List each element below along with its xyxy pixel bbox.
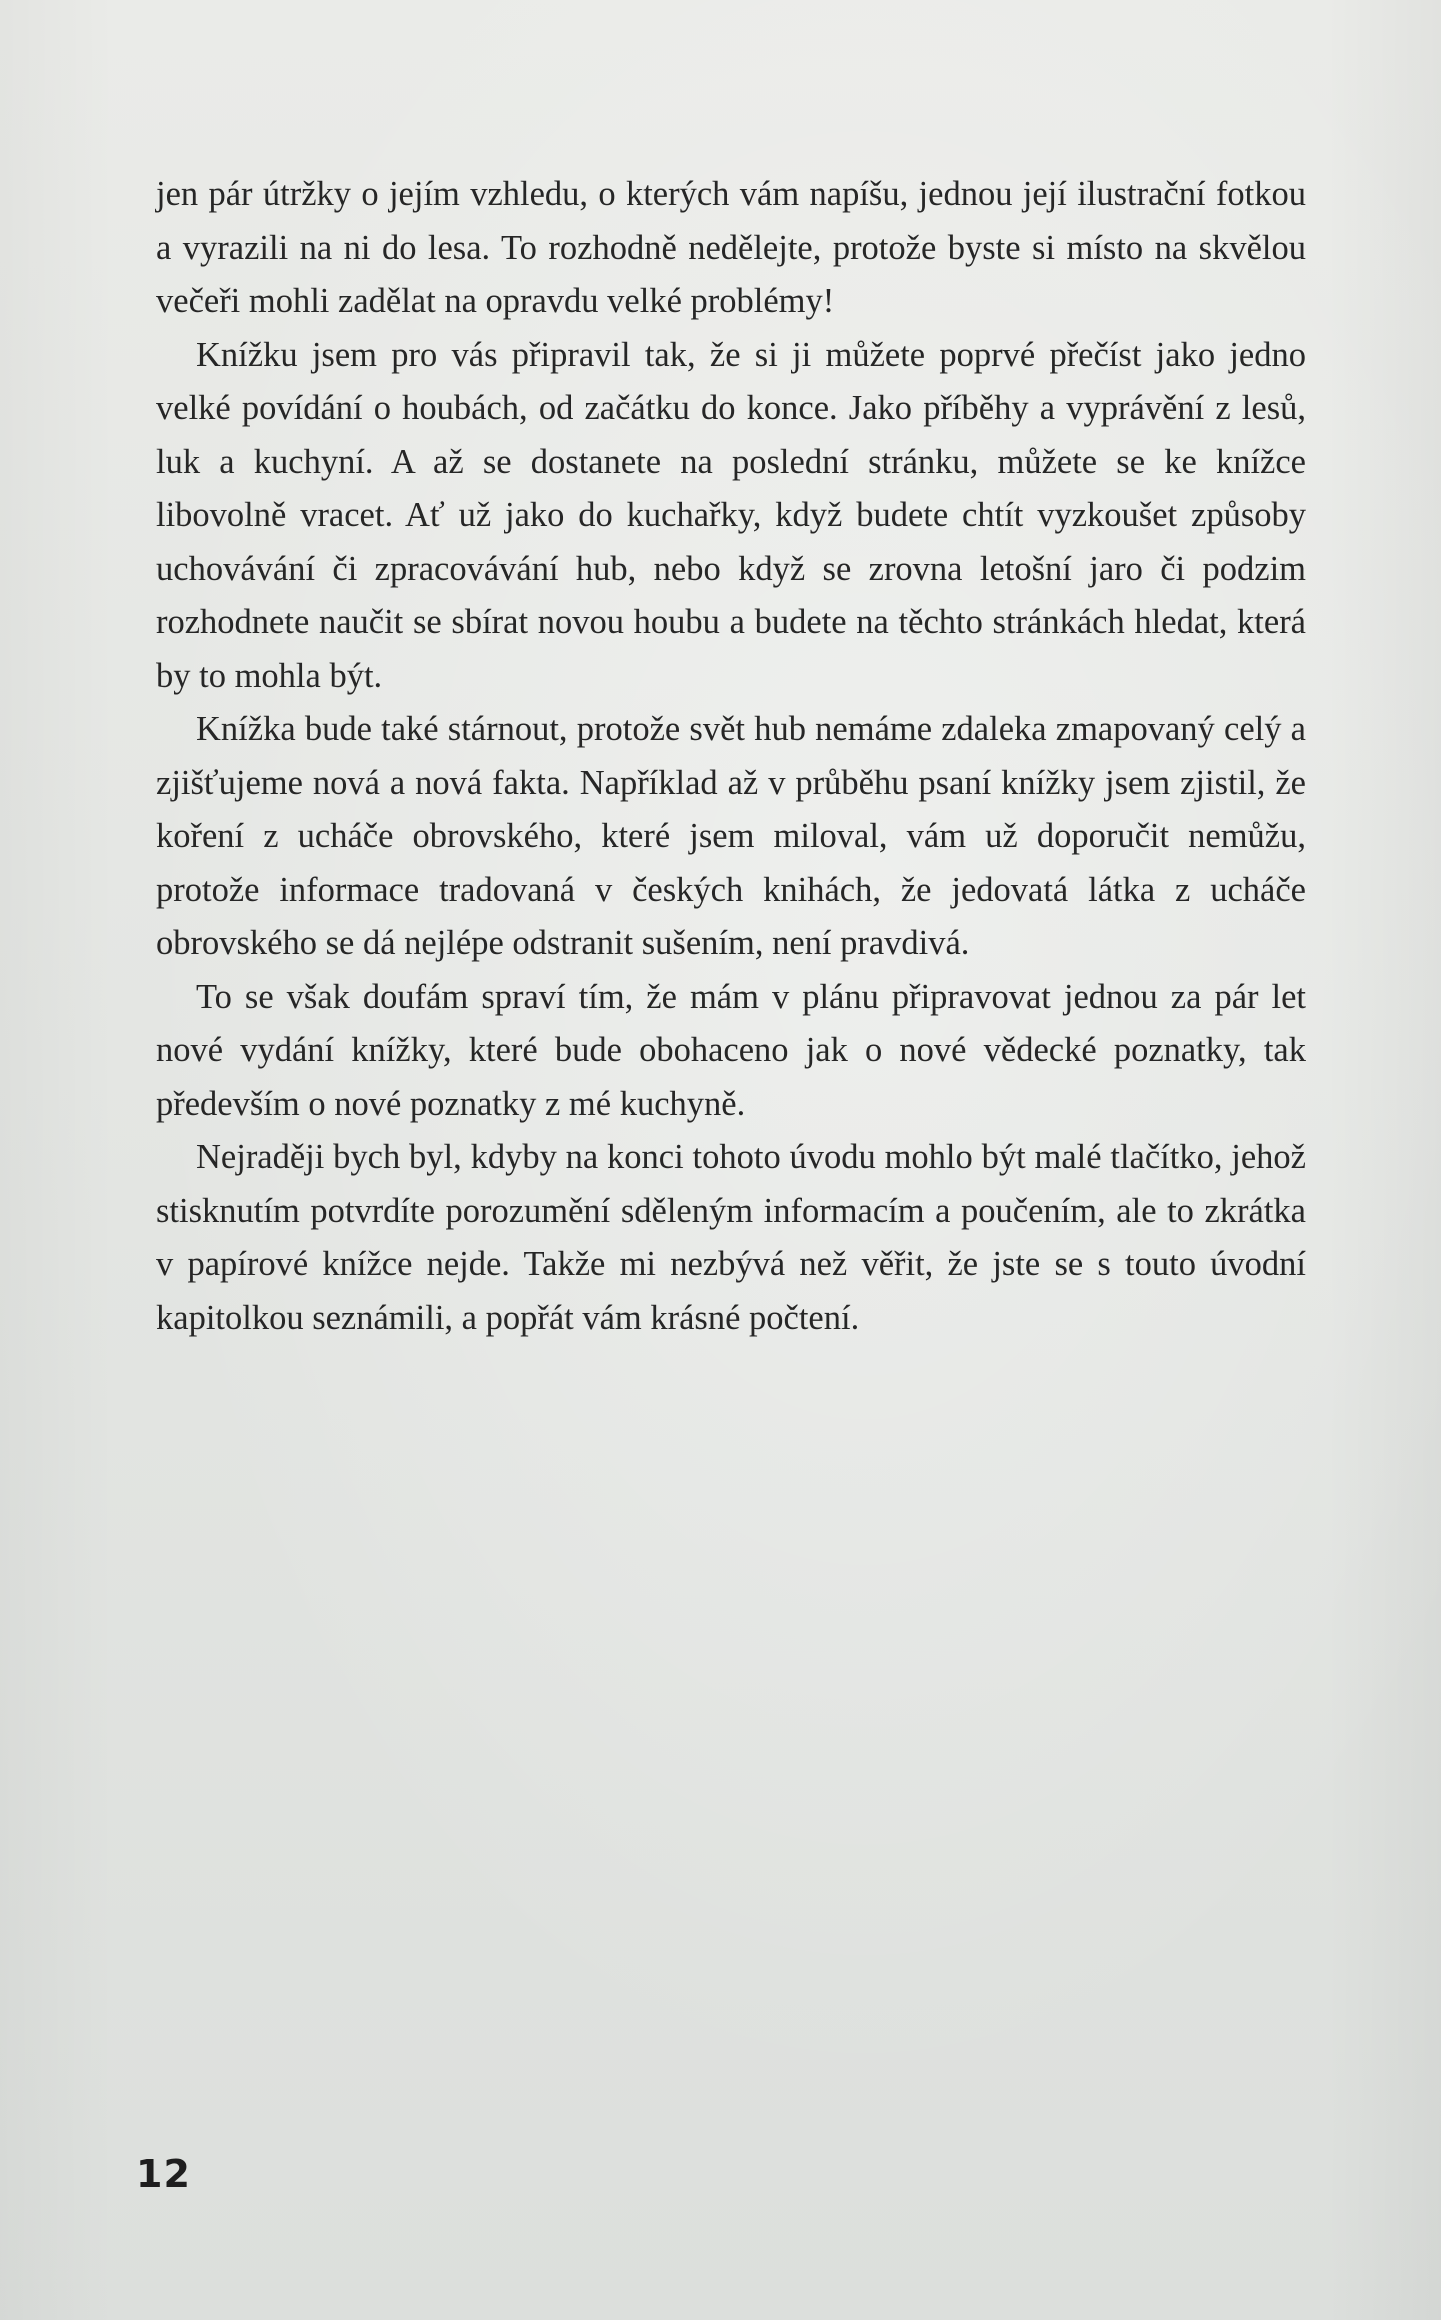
paragraph-3: Knížka bude také stárnout, protože svět hub nemáme zdaleka zmapovaný celý a zjišťujeme nová a nová fakta. Například až v průběhu psaní knížky jsem zjistil, že koření z ucháče obrovského, které jsem miloval, vám už doporučit nemůžu, protože informace tradovaná v českých knihách, že jedovatá látka z ucháče obrovského se dá nejlépe odstranit sušením, není pravdivá.: [156, 710, 1306, 962]
paragraph-1: jen pár útržky o jejím vzhledu, o kterých vám napíšu, jednou její ilustrační fotkou a vyrazili na ni do lesa. To rozhodně nedělejte, protože byste si místo na skvělou večeři mohli zadělat na opravdu velké problémy!: [156, 175, 1306, 320]
body-text: [156, 168, 1306, 1345]
paragraph-4: To se však doufám spraví tím, že mám v plánu připravovat jednou za pár let nové vydání knížky, které bude obohaceno jak o nové vědecké poznatky, tak především o nové poznatky z mé kuchyně.: [156, 977, 1306, 1123]
page-number: 12: [136, 2152, 191, 2196]
paragraph-5: Nejraději bych byl, kdyby na konci tohoto úvodu mohlo být malé tlačítko, jehož stisknutím potvrdíte porozumění sděleným informacím a poučením, ale to zkrátka v papírové knížce nejde. Takže mi nezbývá než věřit, že jste se s touto úvodní kapitolkou seznámili, a popřát vám krásné počtení.: [156, 1138, 1306, 1337]
paragraph-2: Knížku jsem pro vás připravil tak, že si ji můžete poprvé přečíst jako jedno velké povídání o houbách, od začátku do konce. Jako příběhy a vyprávění z lesů, luk a kuchyní. A až se dostanete na poslední stránku, můžete se ke knížce libovolně vracet. Ať už jako do kuchařky, když budete chtít vyzkoušet způsoby uchovávání či zpracovávání hub, nebo když se zrovna letošní jaro či podzim rozhodnete naučit se sbírat novou houbu a budete na těchto stránkách hledat, která by to mohla být.: [156, 335, 1306, 695]
